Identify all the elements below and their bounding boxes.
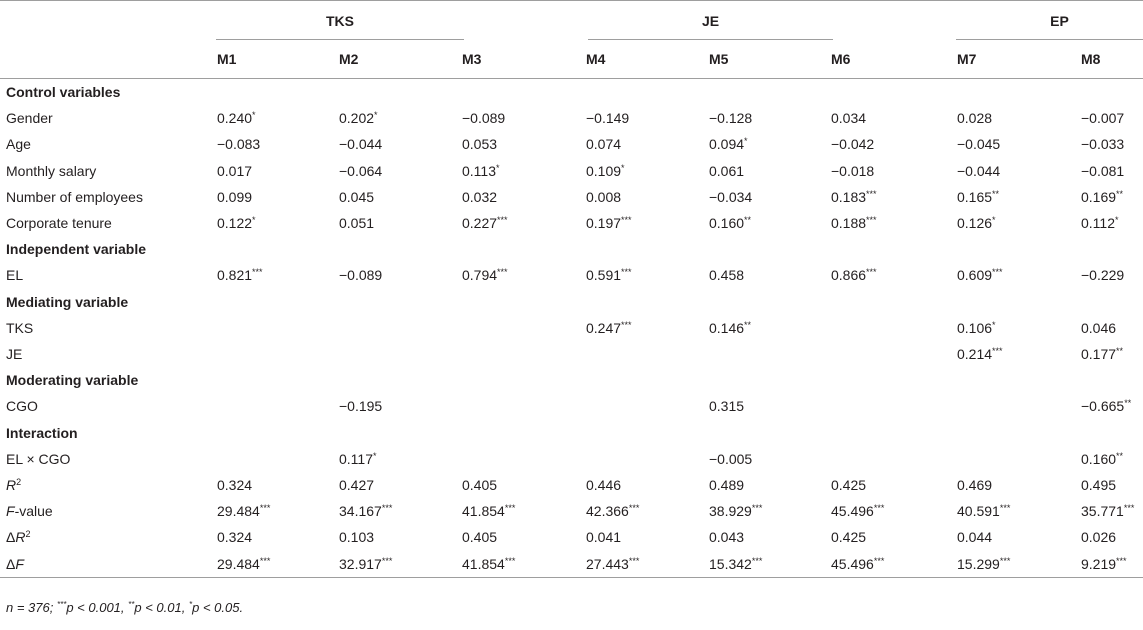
table-row [0,551,1143,578]
cell-m1 [217,551,339,578]
cell-m5: 0.061 [709,162,745,179]
model-header-m8: M8 [1081,51,1101,67]
significance-stars: *** [866,215,877,226]
coefficient: 0.214 [957,346,993,363]
significance-stars: ** [1116,346,1124,357]
significance-stars: *** [866,267,877,278]
table-row [0,315,1143,341]
coefficient: 45.496 [831,503,874,520]
significance-stars: *** [992,267,1003,278]
cell-m3 [462,262,586,288]
significance-stars: *** [252,267,263,278]
coefficient: 0.146 [709,319,745,336]
section-title: Interaction [6,424,78,441]
cell-m3: 0.032 [462,188,498,205]
table-row [0,524,1143,550]
cell-m4: 0.008 [586,188,622,205]
coefficient: 0.106 [957,319,993,336]
cell-m5: −0.128 [709,110,753,127]
row-label: Number of employees [6,188,143,205]
significance-stars: *** [259,555,271,566]
cell-m8 [1081,210,1143,236]
cell-m6: 0.034 [831,110,867,127]
cell-m4 [586,210,709,236]
cell-m8 [1081,551,1143,578]
model-header-m2: M2 [339,51,359,67]
cell-m6 [831,262,957,288]
cell-m7 [957,498,1081,524]
significance-stars: *** [497,215,508,226]
cell-m4: 0.446 [586,477,622,494]
cell-m4 [586,551,709,578]
cell-m8: −0.033 [1081,136,1125,153]
coefficient: 0.202 [339,110,375,127]
cell-m1: 0.324 [217,529,253,546]
row-label: Monthly salary [6,162,97,179]
significance-stars: * [252,110,256,121]
f-symbol: F [6,503,15,520]
spacer-cell [0,0,1143,40]
cell-m7: 0.044 [957,529,993,546]
significance-stars: *** [628,503,640,514]
cell-m7: 0.028 [957,110,993,127]
model-header-m4: M4 [586,51,606,67]
cell-m4 [586,315,709,341]
cell-m6 [831,393,957,419]
coefficient: 0.126 [957,215,993,232]
coefficient: −0.665 [1081,398,1125,415]
significance-stars: ** [1116,450,1124,461]
cell-m8 [1081,393,1143,419]
table-row [0,393,1143,419]
significance-stars: *** [992,346,1003,357]
cell-m6 [831,341,957,367]
cell-m1 [217,210,339,236]
cell-m8 [1081,446,1143,472]
coefficient: 0.169 [1081,188,1117,205]
table-footnote [6,600,243,615]
cell-m2: −0.064 [339,162,383,179]
coefficient: 42.366 [586,503,629,520]
cell-m5: −0.034 [709,188,753,205]
r-symbol: R [6,477,17,494]
cell-m4 [586,262,709,288]
cell-m1 [217,262,339,288]
cell-m5: −0.005 [709,450,753,467]
cell-m1 [217,315,339,341]
table-row [0,341,1143,367]
coefficient: 41.854 [462,503,505,520]
cell-m3 [462,158,586,184]
cell-m2: −0.044 [339,136,383,153]
coefficient: 0.183 [831,188,867,205]
table-row [0,184,1143,210]
row-label: F-value [6,503,53,520]
row-label: $\Delta R^2$ [6,529,31,546]
cell-m6: −0.018 [831,162,875,179]
cell-m7 [957,341,1081,367]
section-row-moderating [0,367,1143,393]
cell-m4 [586,158,709,184]
cell-m8: −0.229 [1081,267,1125,284]
significance-stars: *** [866,188,877,199]
cell-m2: −0.195 [339,398,383,415]
section-row-independent [0,236,1143,262]
coefficient: 0.160 [1081,450,1117,467]
cell-m5: 0.043 [709,529,745,546]
coefficient: 15.342 [709,555,752,572]
model-header-m3: M3 [462,51,482,67]
coefficient: 0.109 [586,162,622,179]
model-header-row [0,40,1143,79]
cell-m3 [462,315,586,341]
cell-m2 [339,446,462,472]
cell-m3 [462,393,586,419]
section-row-interaction [0,420,1143,446]
model-header-m6: M6 [831,51,851,67]
cell-m3: 0.405 [462,477,498,494]
cell-m1 [217,498,339,524]
cell-m1 [217,341,339,367]
cell-m5 [709,131,831,157]
model-header-m7: M7 [957,51,977,67]
cell-m1: 0.017 [217,162,253,179]
significance-stars: * [374,110,378,121]
cell-m1 [217,105,339,131]
cell-m8: 0.495 [1081,477,1117,494]
cell-m3 [462,551,586,578]
cell-m5: 0.458 [709,267,745,284]
table-row [0,446,1143,472]
f-symbol: F [15,555,24,572]
coefficient: 15.299 [957,555,1000,572]
row-label: CGO [6,398,38,415]
coefficient: 0.117 [339,450,373,467]
cell-m2 [339,498,462,524]
coefficient: 29.484 [217,555,260,572]
cell-m4: 0.041 [586,529,622,546]
section-title: Moderating variable [6,372,139,389]
section-title: Mediating variable [6,293,129,310]
significance-stars: *** [504,503,516,514]
cell-m2 [339,551,462,578]
section-title: Control variables [6,84,121,100]
cell-m8 [1081,184,1143,210]
coefficient: 0.112 [1081,215,1115,232]
row-label: JE [6,346,23,363]
coefficient: 41.854 [462,555,505,572]
cell-m2: 0.427 [339,477,375,494]
coefficient: 32.917 [339,555,382,572]
r-symbol: R [15,529,26,546]
coefficient: 0.794 [462,267,498,284]
significance-stars: * [992,319,996,330]
cell-m7: 0.469 [957,477,993,494]
coefficient: 38.929 [709,503,752,520]
cell-m2 [339,105,462,131]
cell-m7 [957,262,1081,288]
coefficient: 45.496 [831,555,874,572]
model-header-m1: M1 [217,51,237,67]
significance-stars: * [621,162,625,173]
stub-model-header [0,40,217,79]
coefficient: 27.443 [586,555,629,572]
cell-m2 [339,315,462,341]
row-label: Gender [6,110,53,127]
section-row-mediating [0,289,1143,315]
cell-m1 [217,446,339,472]
significance-stars: *** [381,555,393,566]
significance-stars: ** [1116,188,1124,199]
row-label: Corporate tenure [6,215,112,232]
coefficient: 0.609 [957,267,993,284]
coefficient: 0.113 [462,162,496,179]
cell-m4: −0.149 [586,110,630,127]
coefficient: 0.122 [217,215,253,232]
row-label: TKS [6,319,34,336]
cell-m6 [831,446,957,472]
cell-m4 [586,498,709,524]
coefficient: 34.167 [339,503,382,520]
cell-m7 [957,315,1081,341]
significance-stars: * [496,162,500,173]
significance-stars: *** [999,555,1011,566]
significance-stars: ** [744,215,752,226]
coefficient: 0.591 [586,267,622,284]
significance-stars: * [1115,215,1119,226]
footnote-sig-3: *** [56,600,67,609]
coefficient: 0.247 [586,319,622,336]
coefficient: 0.165 [957,188,993,205]
significance-stars: *** [621,215,632,226]
significance-stars: *** [751,503,763,514]
cell-m3 [462,210,586,236]
cell-m5: 0.489 [709,477,745,494]
cell-m4: 0.074 [586,136,622,153]
cell-m7 [957,184,1081,210]
coefficient: 0.240 [217,110,253,127]
cell-m3 [462,446,586,472]
group-header-je: JE [588,1,833,42]
significance-stars: *** [999,503,1011,514]
cell-m6 [831,184,957,210]
cell-m3 [462,341,586,367]
significance-stars: *** [873,555,885,566]
cell-m7 [957,551,1081,578]
row-label: EL [6,267,24,284]
significance-stars: * [373,450,377,461]
cell-m8 [1081,341,1143,367]
table-row [0,498,1143,524]
model-header-m5: M5 [709,51,729,67]
cell-m7 [957,210,1081,236]
cell-m8 [1081,498,1143,524]
cell-m2: 0.045 [339,188,375,205]
section-row-control [0,79,1143,106]
table-row [0,158,1143,184]
significance-stars: ** [744,319,752,330]
cell-m5 [709,341,831,367]
significance-stars: *** [1116,555,1127,566]
section-title: Independent variable [6,241,147,258]
coefficient: 0.094 [709,136,745,153]
footnote-sig-2: ** [128,600,135,609]
coefficient: 9.219 [1081,555,1117,572]
significance-stars: * [992,215,996,226]
cell-m6 [831,210,957,236]
cell-m2: 0.103 [339,529,375,546]
cell-m6 [831,315,957,341]
significance-stars: *** [621,267,632,278]
footnote-sample-size: n = 376; [6,600,54,615]
cell-m1: 0.324 [217,477,253,494]
table-row [0,262,1143,288]
significance-stars: *** [628,555,640,566]
cell-m1: −0.083 [217,136,261,153]
cell-m3 [462,498,586,524]
footnote-p-01: p < 0.01, [134,600,186,615]
footnote-p-001: p < 0.001, [66,600,125,615]
cell-m8: −0.081 [1081,162,1125,179]
cell-m6 [831,551,957,578]
coefficient: 0.197 [586,215,622,232]
cell-m8: 0.046 [1081,319,1117,336]
significance-stars: * [252,215,256,226]
cell-m6: −0.042 [831,136,875,153]
row-label [0,472,217,498]
cell-m3: 0.053 [462,136,498,153]
footnote-sig-1: * [188,600,193,609]
coefficient: 0.177 [1081,346,1117,363]
cell-m3: −0.089 [462,110,506,127]
coefficient: 0.821 [217,267,253,284]
row-label: ΔF [6,555,24,572]
significance-stars: *** [751,555,763,566]
coefficient: 29.484 [217,503,260,520]
significance-stars: *** [259,503,271,514]
group-header-ep: EP [956,1,1143,42]
row-label: Age [6,136,31,153]
table-row [0,131,1143,157]
cell-m5 [709,498,831,524]
coefficient: 0.188 [831,215,867,232]
coefficient: 0.227 [462,215,498,232]
cell-m5 [709,315,831,341]
cell-m2: −0.089 [339,267,383,284]
significance-stars: *** [497,267,508,278]
exponent: 2 [25,529,31,540]
significance-stars: * [744,136,748,147]
cell-m7: −0.045 [957,136,1001,153]
cell-m1 [217,393,339,419]
significance-stars: *** [873,503,885,514]
cell-m6: 0.425 [831,477,867,494]
cell-m1: 0.099 [217,188,253,205]
cell-m6 [831,498,957,524]
significance-stars: *** [1123,503,1135,514]
cell-m8: −0.007 [1081,110,1125,127]
significance-stars: *** [504,555,516,566]
table-row [0,105,1143,131]
significance-stars: ** [1124,398,1132,409]
row-label: EL × CGO [6,450,71,467]
exponent: 2 [16,477,22,488]
cell-m8: 0.026 [1081,529,1117,546]
significance-stars: *** [621,319,632,330]
cell-m7: −0.044 [957,162,1001,179]
cell-m2: 0.051 [339,215,375,232]
cell-m7 [957,446,1081,472]
cell-m4 [586,341,709,367]
group-header-tks: TKS [216,1,464,42]
footnote-p-05: p < 0.05. [192,600,244,615]
cell-m6: 0.425 [831,529,867,546]
header-spacer [0,0,1143,40]
coefficient: 0.866 [831,267,867,284]
coefficient: 0.160 [709,215,745,232]
coefficient: 35.771 [1081,503,1124,520]
cell-m5: 0.315 [709,398,745,415]
coefficient: 40.591 [957,503,1000,520]
cell-m5 [709,210,831,236]
cell-m3: 0.405 [462,529,498,546]
significance-stars: ** [992,188,1000,199]
cell-m2 [339,341,462,367]
cell-m4 [586,393,709,419]
cell-m4 [586,446,709,472]
cell-m5 [709,551,831,578]
cell-m7 [957,393,1081,419]
table-row [0,472,1143,498]
table-row [0,210,1143,236]
significance-stars: *** [381,503,393,514]
